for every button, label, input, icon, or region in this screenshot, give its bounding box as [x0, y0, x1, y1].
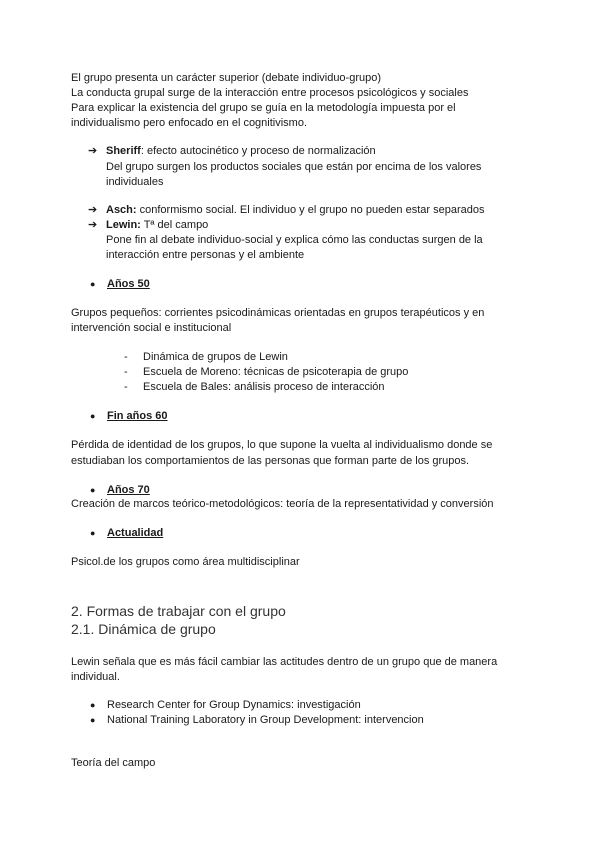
list-item-text: Escuela de Moreno: técnicas de psicoterapia de grupo: [143, 366, 409, 378]
bullet-icon: ●: [90, 411, 96, 421]
list-item: [90, 698, 361, 713]
arrow-icon: ➔: [88, 204, 98, 216]
author-text: : efecto autocinético y proceso de normalización: [140, 145, 376, 157]
heading-2: 2. Formas de trabajar con el grupo: [71, 603, 286, 619]
author-text: Tª del campo: [140, 219, 209, 231]
section-actualidad: [90, 526, 163, 541]
dash-icon: -: [124, 381, 128, 393]
intro-line-2: La conducta grupal surge de la interacción entre procesos psicológicos y sociales: [71, 87, 469, 99]
section-label: Actualidad: [107, 527, 164, 539]
author-lewin: [88, 218, 208, 233]
lewin-p1: Lewin señala que es más fácil cambiar las actitudes dentro de un grupo que de manera: [71, 656, 498, 668]
lewin-desc-1: Pone fin al debate individuo-social y explica cómo las conductas surgen de la: [106, 234, 483, 246]
author-name: Sheriff: [106, 145, 141, 157]
sheriff-desc-2: individuales: [106, 176, 164, 188]
s50-p1: Grupos pequeños: corrientes psicodinámicas orientadas en grupos terapéuticos y en: [71, 307, 485, 319]
dash-icon: -: [124, 351, 128, 363]
author-sheriff: [88, 144, 376, 159]
bullet-icon: ●: [90, 715, 96, 725]
bullet-icon: ●: [90, 279, 96, 289]
bullet-icon: ●: [90, 528, 96, 538]
dash-icon: -: [124, 366, 128, 378]
lewin-p2: individual.: [71, 671, 120, 683]
list-item-text: Escuela de Bales: análisis proceso de interacción: [143, 381, 385, 393]
intro-line-1: El grupo presenta un carácter superior (debate individuo-grupo): [71, 72, 382, 84]
bullet-icon: ●: [90, 700, 96, 710]
section-anos-50: [90, 277, 150, 292]
sheriff-desc-1: Del grupo surgen los productos sociales que están por encima de los valores: [106, 161, 482, 173]
intro-line-3: Para explicar la existencia del grupo se guía en la metodología impuesta por el: [71, 102, 456, 114]
s70-p1: Creación de marcos teórico-metodológicos: teoría de la representatividad y conversión: [71, 498, 494, 510]
list-item: [124, 350, 288, 365]
author-asch: [88, 203, 484, 218]
s50-p2: intervención social e institucional: [71, 322, 232, 334]
lewin-desc-2: interacción entre personas y el ambiente: [106, 249, 305, 261]
author-name: Lewin:: [106, 219, 141, 231]
heading-2-1: 2.1. Dinámica de grupo: [71, 621, 216, 637]
section-label: Fin años 60: [107, 410, 168, 422]
arrow-icon: ➔: [88, 219, 98, 231]
section-label: Años 70: [107, 484, 150, 496]
s60-p1: Pérdida de identidad de los grupos, lo que supone la vuelta al individualismo donde se: [71, 439, 493, 451]
list-item-text: Research Center for Group Dynamics: investigación: [107, 699, 361, 711]
author-text: conformismo social. El individuo y el grupo no pueden estar separados: [136, 204, 485, 216]
teoria-del-campo: Teoría del campo: [71, 757, 156, 769]
section-fin-anos-60: [90, 409, 168, 424]
list-item: [90, 713, 424, 728]
list-item-text: National Training Laboratory in Group Development: intervencion: [107, 714, 424, 726]
list-item: [124, 365, 408, 380]
intro-line-4: individualismo pero enfocado en el cognitivismo.: [71, 117, 308, 129]
author-name: Asch:: [106, 204, 137, 216]
section-label: Años 50: [107, 278, 150, 290]
actualidad-p1: Psicol.de los grupos como área multidisciplinar: [71, 556, 300, 568]
list-item-text: Dinámica de grupos de Lewin: [143, 351, 288, 363]
section-anos-70: [90, 483, 150, 498]
list-item: [124, 380, 385, 395]
arrow-icon: ➔: [88, 145, 98, 157]
bullet-icon: ●: [90, 485, 96, 495]
s60-p2: estudiaban los comportamientos de las personas que forman parte de los grupos.: [71, 455, 470, 467]
